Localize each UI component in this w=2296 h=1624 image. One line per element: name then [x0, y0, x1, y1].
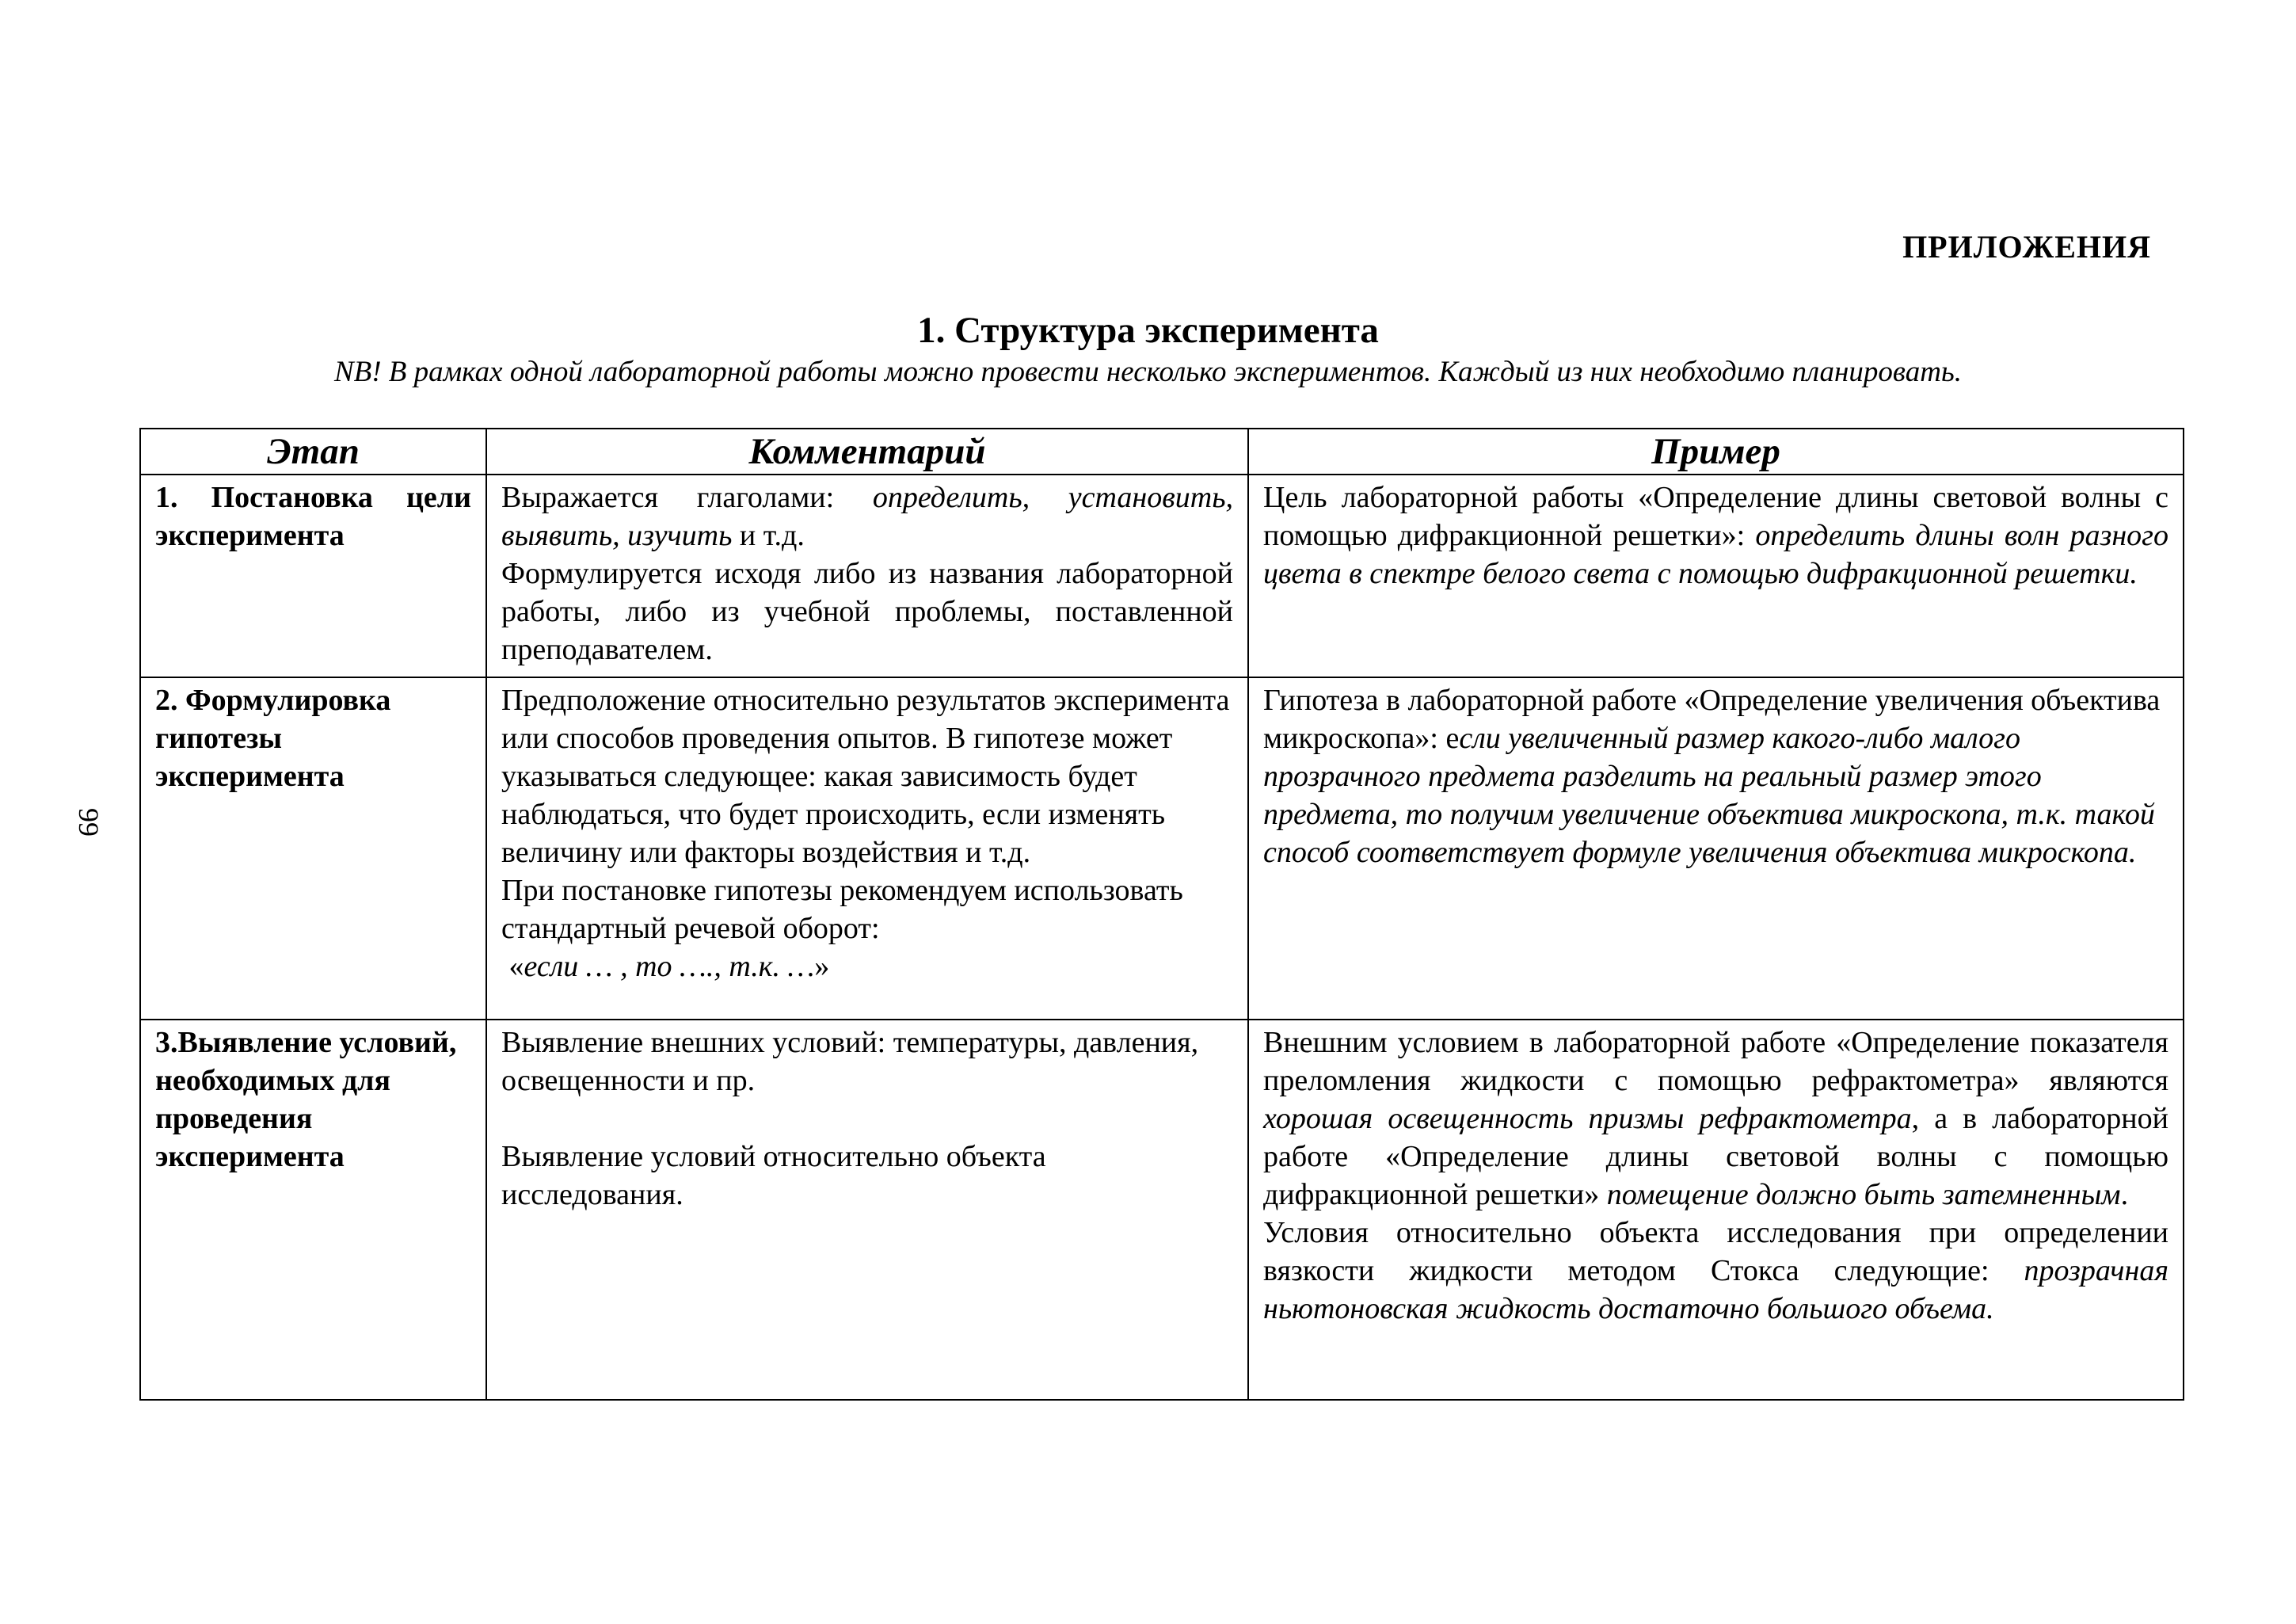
stage-label: 3.Выявление условий, необходимых для проведения эксперимента	[155, 1026, 457, 1173]
comment-text: Выражается глаголами:	[501, 481, 873, 514]
example-italic: помещение должно быть затемненным	[1606, 1178, 2121, 1211]
example-paragraph	[1263, 681, 2168, 871]
section-label: ПРИЛОЖЕНИЯ	[1902, 229, 2151, 265]
phrase-italic: если … , то …., т.к. …	[524, 950, 815, 983]
example-tail: .	[2120, 1178, 2129, 1211]
example-text: Условия относительно объекта исследования при определении вязкости жидкости методом Стокса следующие:	[1263, 1216, 2168, 1287]
header-stage: Этап	[140, 429, 486, 475]
experiment-structure-table	[139, 428, 2184, 1401]
example-italic: сли увеличенный размер какого-либо малого прозрачного предмета разделить на реальный размер этого предмета, то получим увеличение объектива микроскопа, т.к. такой способ соответствует формуле увеличения объектива микроскопа.	[1263, 722, 2155, 869]
table-row	[140, 677, 2184, 1020]
stage-label: 1. Постановка цели эксперимента	[155, 481, 471, 552]
table-row	[140, 475, 2184, 677]
example-cell	[1248, 475, 2184, 677]
example-italic: прозрачная ньютоновская жидкость достаточно большого объема.	[1263, 1254, 2168, 1325]
comment-cell	[486, 1020, 1248, 1400]
comment-cell	[486, 677, 1248, 1020]
example-text: , а в лабораторной работе «Определение длины световой волны с помощью дифракционной решетки»	[1263, 1102, 2168, 1211]
example-italic: хорошая освещенность призмы рефрактометра	[1263, 1102, 1912, 1135]
comment-paragraph: Формулируется исходя либо из названия лабораторной работы, либо из учебной проблемы, поставленной преподавателем.	[501, 557, 1233, 666]
comment-tail: и т.д.	[732, 519, 805, 552]
example-text: Цель лабораторной работы «Определение длины световой волны с помощью дифракционной решетки»:	[1263, 481, 2168, 552]
stage-cell	[140, 677, 486, 1020]
example-paragraph	[1263, 1214, 2168, 1328]
page-number: 99	[73, 808, 105, 837]
header-example: Пример	[1248, 429, 2184, 475]
stage-cell	[140, 475, 486, 677]
page-title: 1. Структура эксперимента	[917, 310, 1379, 351]
quote-open: «	[508, 950, 524, 983]
example-text: Внешним условием в лабораторной работе «Определение показателя преломления жидкости с помощью рефрактометра» являются	[1263, 1026, 2168, 1097]
stage-cell	[140, 1020, 486, 1400]
note: NB! В рамках одной лабораторной работы можно провести несколько экспериментов. Каждый из них необходимо планировать.	[333, 356, 1963, 388]
comment-paragraph: Выявление условий относительно объекта исследования.	[501, 1140, 1046, 1211]
example-paragraph	[1263, 1024, 2168, 1214]
comment-cell	[486, 475, 1248, 677]
table-row	[140, 1020, 2184, 1400]
example-italic: определить длины волн разного цвета в спектре белого света с помощью дифракционной решетки.	[1263, 519, 2168, 590]
comment-paragraph: При постановке гипотезы рекомендуем использовать стандартный речевой оборот:	[501, 874, 1183, 945]
example-cell	[1248, 677, 2184, 1020]
example-cell	[1248, 1020, 2184, 1400]
header-comment: Комментарий	[486, 429, 1248, 475]
quote-close: »	[814, 950, 830, 983]
comment-paragraph: Выявление внешних условий: температуры, давления, освещенности и пр.	[501, 1026, 1199, 1097]
comment-italic: определить, установить, выявить, изучить	[501, 481, 1233, 552]
example-text: Гипотеза в лабораторной работе «Определение увеличения объектива микроскопа»: е	[1263, 684, 2161, 755]
paragraph-gap	[501, 1100, 1233, 1138]
comment-paragraph	[501, 478, 1233, 555]
comment-phrase	[501, 947, 1233, 985]
comment-paragraph: Предположение относительно результатов эксперимента или способов проведения опытов. В гипотезе может указываться следующее: какая зависимость будет наблюдаться, что будет происходить, если изменять величину или факторы воздействия и т.д.	[501, 684, 1230, 869]
stage-label: 2. Формулировка гипотезы эксперимента	[155, 684, 391, 793]
example-paragraph	[1263, 478, 2168, 593]
table-header-row	[140, 429, 2184, 475]
